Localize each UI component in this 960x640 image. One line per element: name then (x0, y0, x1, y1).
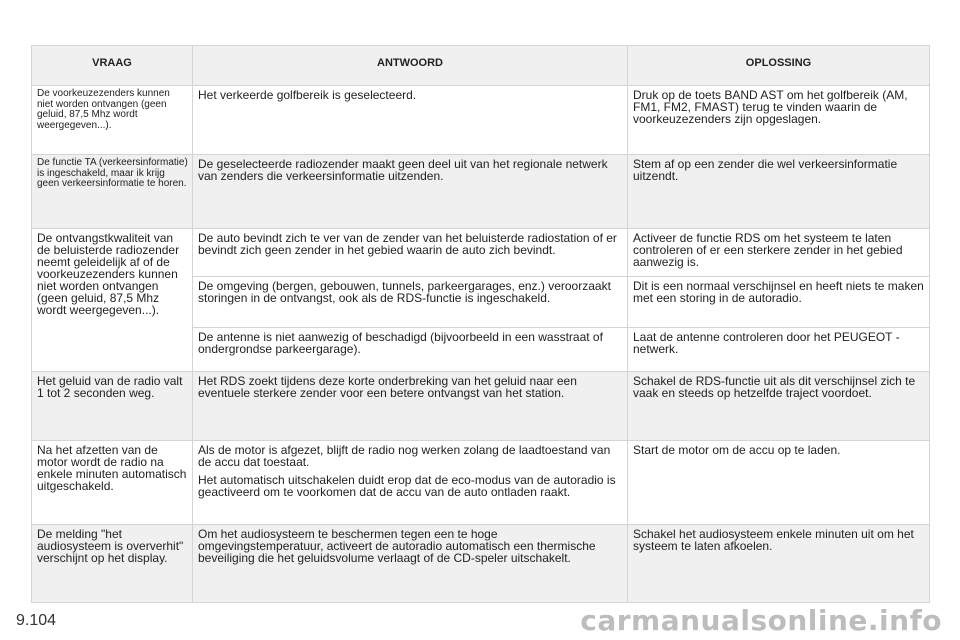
table-row (32, 372, 930, 441)
answer-cell (193, 229, 628, 277)
question-cell: De voorkeuzezenders kunnen niet worden ontvangen (geen geluid, 87,5 Mhz wordt weergegeven...). (32, 86, 193, 155)
table-row (32, 229, 930, 277)
answer-cell (193, 86, 628, 155)
header-answer: ANTWOORD (193, 46, 628, 86)
header-question: VRAAG (32, 46, 193, 86)
table-row (32, 155, 930, 229)
answer-text: Het RDS zoekt tijdens deze korte onderbreking van het geluid naar een eventuele sterkere zender voor een betere ontvangst van het station. (198, 374, 577, 400)
solution-cell: Activeer de functie RDS om het systeem te laten controleren of er een sterkere zender in het gebied aanwezig is. (628, 229, 930, 277)
page-number: 9.104 (16, 612, 57, 629)
solution-cell: Druk op de toets BAND AST om het golfbereik (AM, FM1, FM2, FMAST) terug te vinden waarin de voorkeuzezenders zijn opgeslagen. (628, 86, 930, 155)
answer-text: Om het audiosysteem te beschermen tegen een te hoge omgevingstemperatuur, activeert de autoradio automatisch een thermische beveiliging die het geluidsvolume verlaagt of de CD-speler uitschakelt. (198, 527, 596, 565)
solution-cell: Laat de antenne controleren door het PEUGEOT -netwerk. (628, 328, 930, 372)
solution-cell: Schakel de RDS-functie uit als dit verschijnsel zich te vaak en steeds op hetzelfde traject voordoet. (628, 372, 930, 441)
answer-text: De antenne is niet aanwezig of beschadigd (bijvoorbeeld in een wasstraat of ondergrondse parkeergarage). (198, 330, 603, 356)
watermark: carmanualsonline.info (580, 604, 942, 637)
answer-cell (193, 155, 628, 229)
answer-cell (193, 372, 628, 441)
question-cell: Het geluid van de radio valt 1 tot 2 seconden weg. (32, 372, 193, 441)
question-cell: De melding "het audiosysteem is oververhit" verschijnt op het display. (32, 525, 193, 603)
answer-text: Het verkeerde golfbereik is geselecteerd. (198, 88, 417, 102)
answer-text: De omgeving (bergen, gebouwen, tunnels, parkeergarages, enz.) veroorzaakt storingen in de ontvangst, ook als de RDS-functie is ingeschakeld. (198, 279, 611, 305)
table-row (32, 441, 930, 525)
solution-cell: Dit is een normaal verschijnsel en heeft niets te maken met een storing in de autoradio. (628, 277, 930, 328)
answer-cell (193, 441, 628, 525)
answer-text: De auto bevindt zich te ver van de zender van het beluisterde radiostation of er bevindt zich geen zender in het gebied waarin de auto zich bevindt. (198, 231, 617, 257)
header-solution: OPLOSSING (628, 46, 930, 86)
question-cell: Na het afzetten van de motor wordt de radio na enkele minuten automatisch uitgeschakeld. (32, 441, 193, 525)
table-row (32, 525, 930, 603)
troubleshooting-table (31, 45, 930, 603)
table-row (32, 86, 930, 155)
answer-cell (193, 525, 628, 603)
solution-cell: Stem af op een zender die wel verkeersinformatie uitzendt. (628, 155, 930, 229)
question-cell: De ontvangstkwaliteit van de beluisterde radiozender neemt geleidelijk af of de voorkeuzezenders kunnen niet worden ontvangen (geen geluid, 87,5 Mhz wordt weergegeven...). (32, 229, 193, 372)
answer-cell (193, 277, 628, 328)
question-cell: De functie TA (verkeersinformatie) is ingeschakeld, maar ik krijg geen verkeersinformatie te horen. (32, 155, 193, 229)
solution-cell: Start de motor om de accu op te laden. (628, 441, 930, 525)
answer-text: De geselecteerde radiozender maakt geen deel uit van het regionale netwerk van zenders die verkeersinformatie uitzenden. (198, 157, 608, 183)
answer-cell (193, 328, 628, 372)
solution-cell: Schakel het audiosysteem enkele minuten uit om het systeem te laten afkoelen. (628, 525, 930, 603)
answer-text: Het automatisch uitschakelen duidt erop dat de eco-modus van de autoradio is geactiveerd om te voorkomen dat de accu van de auto ontladen raakt. (198, 473, 616, 499)
answer-text: Als de motor is afgezet, blijft de radio nog werken zolang de laadtoestand van de accu dat toestaat. (198, 443, 611, 469)
table-header-row (32, 46, 930, 86)
